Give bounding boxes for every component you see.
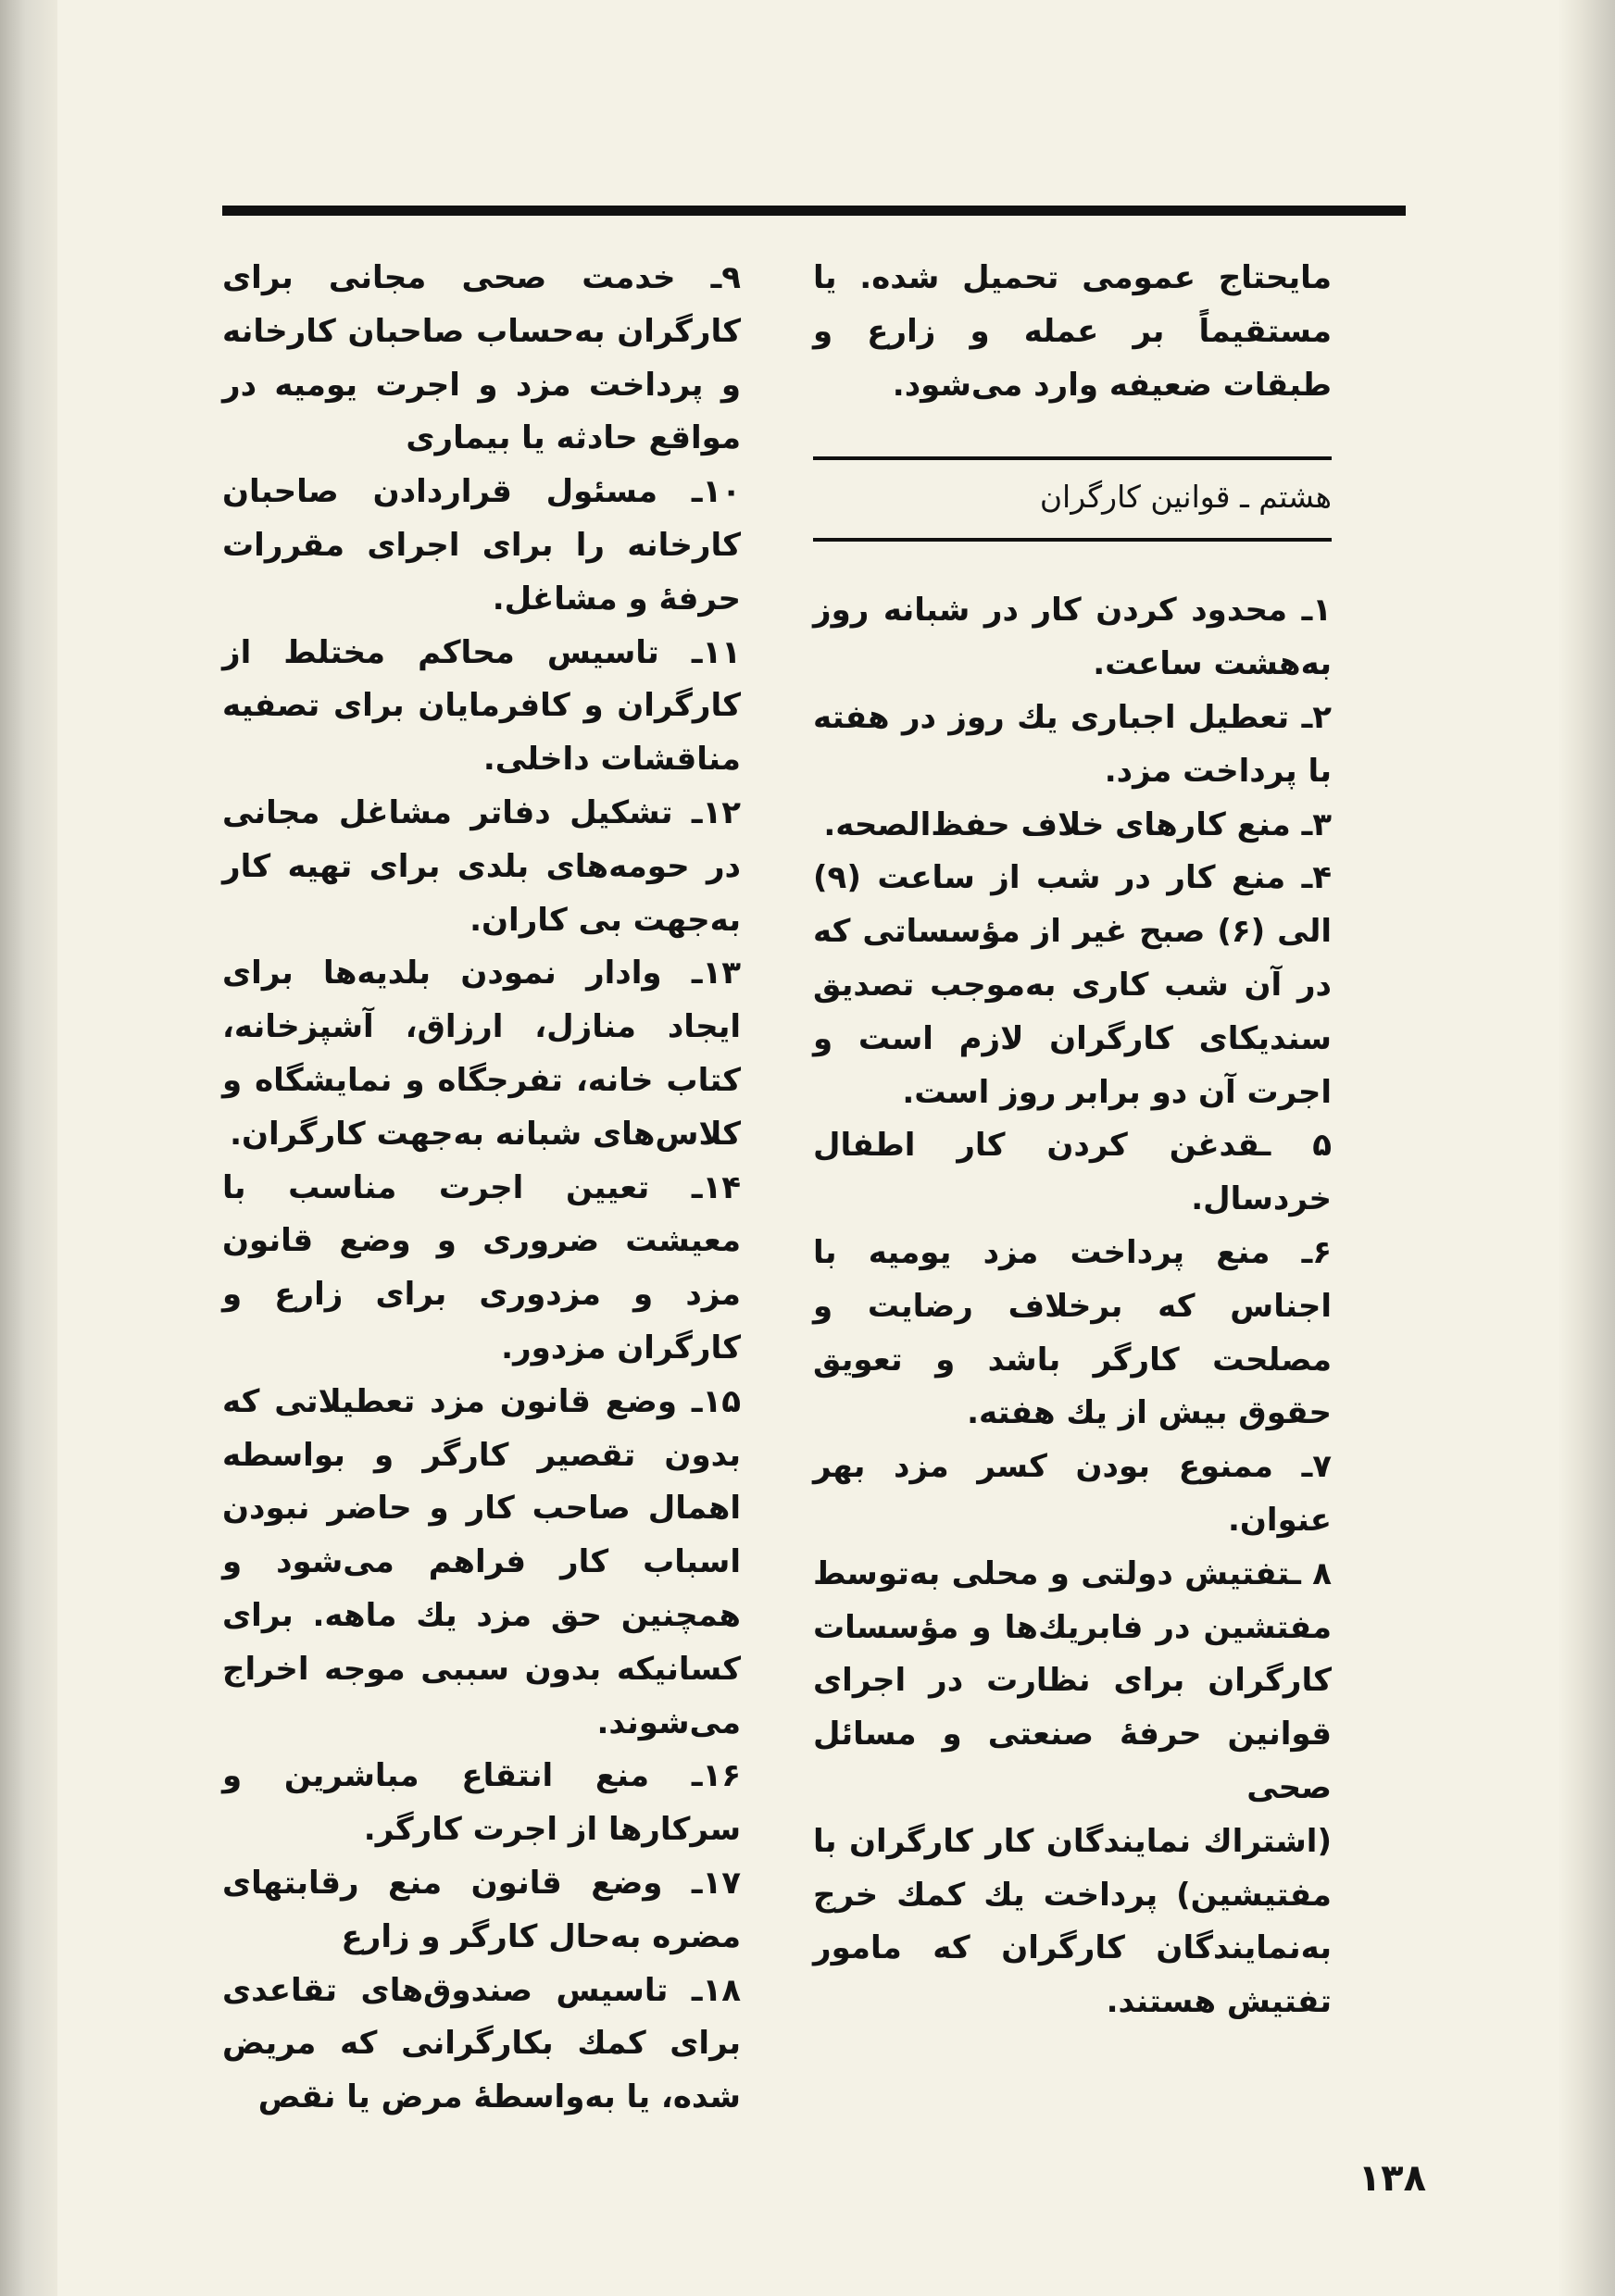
section-heading-box — [813, 456, 1332, 542]
list-item-6: ۶ـ منع پرداخت مزد یومیه با اجناس که برخلاف رضایت و مصلحت کارگر باشد و تعویق حقوق بیش از یك هفته. — [813, 1233, 1332, 1432]
list-item-10: ۱۰ـ مسئول قراردادن صاحبان کارخانه را برای اجرای مقررات حرفهٔ و مشاغل. — [222, 473, 741, 618]
list-item-12: ۱۲ـ تشکیل دفاتر مشاغل مجانی در حومه‌های بلدی برای تهیه کار به‌جهت بی کاران. — [222, 793, 741, 939]
list-item-5: ۵ ـقدغن کردن کار اطفال خردسال. — [813, 1127, 1332, 1218]
right-column — [813, 252, 1332, 2029]
list-item-7: ۷ـ ممنوع بودن کسر مزد بهر عنوان. — [813, 1448, 1332, 1539]
list-item-4: ۴ـ منع کار در شب از ساعت (۹) الی (۶) صبح غیر از مؤسساتی که در آن شب کاری به‌موجب تصدیق سندیکای کارگران لازم است و اجرت آن دو برابر روز است. — [813, 859, 1332, 1111]
list-item-13: ۱۳ـ وادار نمودن بلدیه‌ها برای ایجاد منازل، ارزاق، آشپزخانه، کتاب خانه، تفرجگاه و نمایشگاه و کلاس‌های شبانه به‌جهت کارگران. — [222, 955, 741, 1153]
list-item-8-continued: (اشتراك نمایندگان کار کارگران با مفتیشین) پرداخت یك کمك خرج به‌نمایندگان کارگران که مامور تفتیش هستند. — [813, 1822, 1332, 2021]
page-edge-shadow-left — [0, 0, 57, 2296]
list-item-3: ۳ـ منع کارهای خلاف حفظ‌الصحه. — [823, 805, 1332, 843]
list-item-8: ۸ ـتفتیش دولتی و محلی به‌توسط مفتشین در فابریك‌ها و مؤسسات کارگران برای نظارت در اجرای قوانین حرفهٔ صنعتی و مسائل صحی — [813, 1554, 1332, 1806]
header-rule — [222, 206, 1406, 216]
list-item-17: ۱۷ـ وضع قانون منع رقابتهای مضره به‌حال کارگر و زارع — [222, 1864, 741, 1955]
list-item-9: ۹ـ خدمت صحی مجانی برای کارگران به‌حساب صاحبان کارخانه و پرداخت مزد و اجرت یومیه در مواقع حادثه یا بیماری — [222, 259, 741, 457]
list-item-16: ۱۶ـ منع انتقاع مباشرین و سرکارها از اجرت کارگر. — [222, 1757, 741, 1849]
list-item-1: ۱ـ محدود کردن کار در شبانه روز به‌هشت ساعت. — [813, 592, 1332, 683]
list-item-14: ۱۴ـ تعیین اجرت مناسب با معیشت ضروری و وضع قانون مزد و مزدوری برای زارع و کارگران مزدور. — [222, 1168, 741, 1366]
list-item-2: ۲ـ تعطیل اجباری یك روز در هفته با پرداخت مزد. — [813, 698, 1332, 790]
list-item-18: ۱۸ـ تاسیس صندوق‌های تقاعدی برای کمك بکارگرانی که مریض شده، یا به‌واسطهٔ مرض یا نقص — [222, 1971, 741, 2116]
section-title: هشتم ـ قوانین کارگران — [1039, 479, 1332, 516]
page-number: ۱۳۸ — [1358, 2157, 1426, 2200]
left-column — [222, 252, 741, 2125]
list-item-15: ۱۵ـ وضع قانون مزد تعطیلاتی که بدون تقصیر کارگر و بواسطه اهمال صاحب کار و حاضر نبودن اسباب کار فراهم می‌شود و همچنین حق مزد یك ماهه. برای کسانیکه بدون سببی موجه اخراج می‌شوند. — [222, 1382, 741, 1741]
intro-paragraph: مایحتاج عمومی تحمیل شده. یا مستقیماً بر عمله و زارع و طبقات ضعیفه وارد می‌شود. — [813, 259, 1332, 404]
list-item-11: ۱۱ـ تاسیس محاکم مختلط از کارگران و کافرمایان برای تصفیه مناقشات داخلی. — [222, 633, 741, 779]
page-edge-shadow-right — [1558, 0, 1615, 2296]
